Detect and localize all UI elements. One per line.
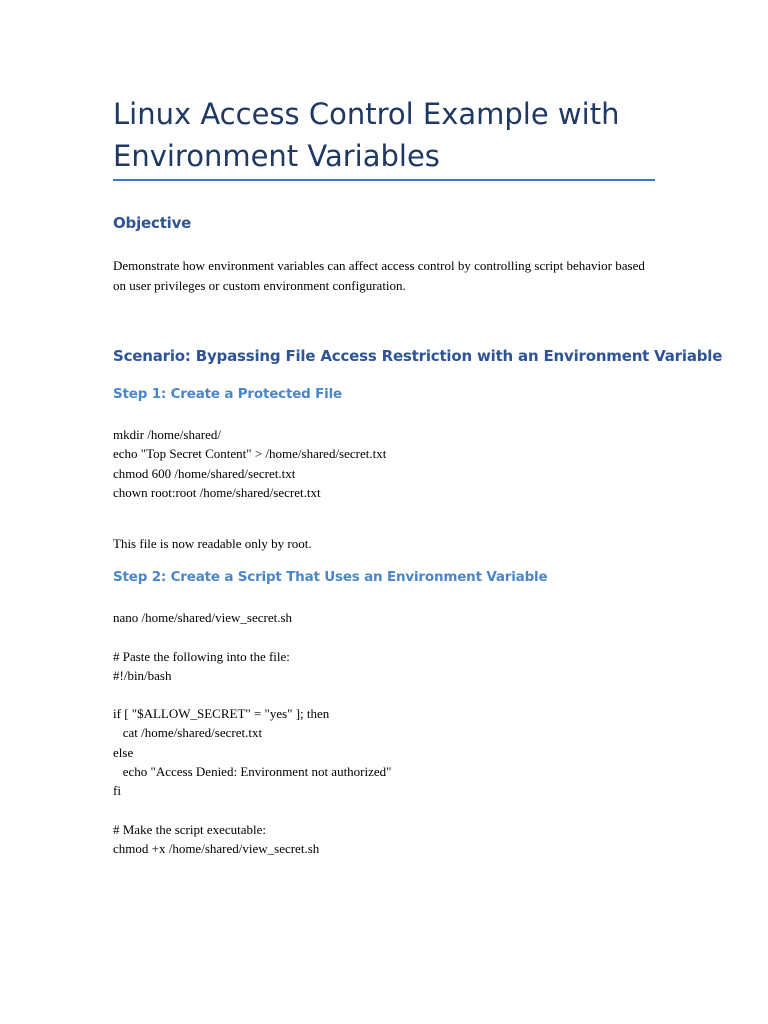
code-line: if [ "$ALLOW_SECRET" = "yes" ]; then: [113, 706, 330, 721]
code-line: # Paste the following into the file:: [113, 649, 290, 664]
title-underline: [113, 179, 655, 181]
code-line: chmod +x /home/shared/view_secret.sh: [113, 841, 320, 857]
scenario-heading: Scenario: Bypassing File Access Restriction with an Environment Variable: [113, 347, 723, 365]
code-line: mkdir /home/shared/: [113, 427, 221, 442]
step1-note: This file is now readable only by root.: [113, 536, 312, 551]
code-line: chmod 600 /home/shared/secret.txt: [113, 465, 296, 481]
step1-code-block: [113, 425, 386, 502]
code-line: #!/bin/bash: [113, 668, 172, 684]
code-line: chown root:root /home/shared/secret.txt: [113, 484, 321, 500]
step2-script-body: [113, 704, 391, 800]
code-line: cat /home/shared/secret.txt: [113, 725, 263, 741]
step2-heading: Step 2: Create a Script That Uses an Environment Variable: [113, 569, 548, 585]
step1-heading: Step 1: Create a Protected File: [113, 386, 342, 402]
code-line: # Make the script executable:: [113, 822, 267, 837]
objective-heading: Objective: [113, 214, 192, 232]
step2-script-header: [113, 647, 290, 686]
code-line: echo "Access Denied: Environment not authorized": [113, 763, 392, 779]
step2-command: [113, 608, 292, 627]
objective-paragraph: Demonstrate how environment variables can affect access control by controlling script behavior based on user privileges or custom environment configuration.: [113, 258, 645, 293]
code-line: nano /home/shared/view_secret.sh: [113, 610, 293, 625]
code-line: fi: [113, 783, 121, 799]
code-line: echo "Top Secret Content" > /home/shared/secret.txt: [113, 446, 387, 462]
step2-chmod-block: [113, 820, 319, 859]
code-line: else: [113, 744, 134, 760]
document-title: Linux Access Control Example with Environment Variables: [113, 97, 620, 173]
